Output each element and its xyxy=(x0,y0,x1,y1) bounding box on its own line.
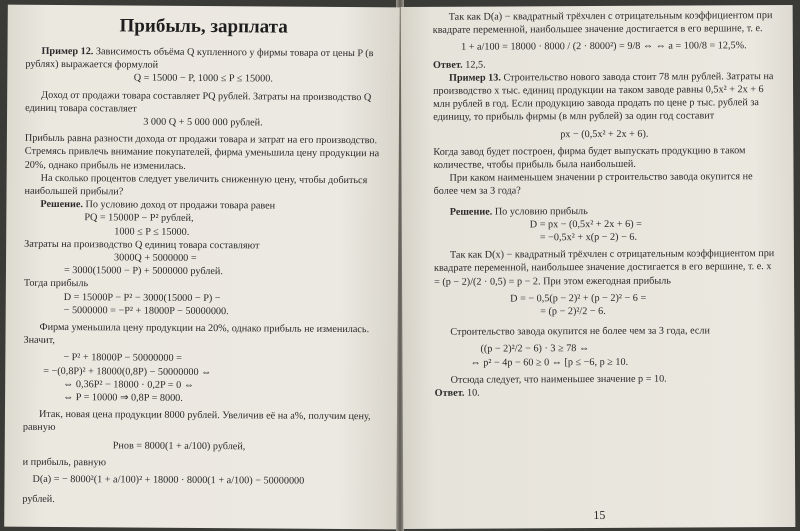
equation-vertex: 1 + a/100 = 18000 · 8000 / (2 · 8000²) = 9/8 ⇔ ⇔ a = 100/8 = 12,5%. xyxy=(461,40,747,54)
answer-1-label: Ответ. xyxy=(432,59,463,71)
built-text: Когда завод будет построен, фирма будет выпускать продукцию в таком количестве, чтобы прибыль была наибольшей. xyxy=(433,145,746,171)
example-12-label: Пример 12. xyxy=(41,45,94,58)
equation-reduced-4: ⇔ P = 10000 ⇒ 0,8P = 8000. xyxy=(63,392,183,404)
example-12-text: Зависимость объёма Q купленного у фирмы товара от цены P (в рублях) выражается формулой xyxy=(25,46,374,71)
costs-text: Затраты на производство Q единиц товара составляют xyxy=(24,238,260,252)
reduced-text: Фирма уменьшила цену продукции на 20%, однако прибыль не изменилась. Значит, xyxy=(23,321,370,347)
equation-income: PQ = 15000P − P² рублей, xyxy=(84,212,194,225)
equation-profit-a: D(a) = − 8000²(1 + a/100)² + 18000 · 8000(1 + a/100) − 50000000 xyxy=(32,473,305,487)
solution-13-text: По условию прибыль xyxy=(494,205,588,218)
profit-text: Прибыль равна разности дохода от продажи товара и затрат на его производство. Стремясь привлечь внимание покупателей, фирма уменьшила цену продукции на 20%, однако прибыль не изменилась. xyxy=(24,132,380,172)
solution-13-label: Решение. xyxy=(449,206,493,218)
equation-d-1: D = px − (0,5x² + 2x + 6) = xyxy=(529,218,642,231)
example-12 xyxy=(25,45,381,74)
quad2-text: Так как D(x) − квадратный трёхчлен с отрицательным коэффициентом при квадрате переменной, наибольшее значение достигается в его вершине, т. е. x = (p − 2)/(2 · 0,5) = p − 2. При этом ежегодная прибыль xyxy=(433,248,775,288)
question-13: При каком наименьшем значении p строительство завода окупится не более чем за 3 года? xyxy=(433,171,753,198)
equation-cost-2: = 3000(15000 − P) + 5000000 рублей. xyxy=(63,265,223,278)
then-profit: Тогда прибыль xyxy=(23,278,89,290)
answer-1-value: 12,5. xyxy=(465,59,486,71)
equation-cost-1: 3000Q + 5000000 = xyxy=(114,252,197,265)
rubles-text: рублей. xyxy=(22,494,55,506)
equation-d-4: = (p − 2)²/2 − 6. xyxy=(540,306,606,318)
solution-label: Решение. xyxy=(40,199,84,211)
equation-reduced-2: = −(0,8P)² + 18000(0,8P) − 50000000 ⇔ xyxy=(43,365,212,378)
equation-profit-1: D = 15000P − P² − 3000(15000 − P) − xyxy=(63,291,221,304)
conclusion-text: Отсюда следует, что наименьшее значение p = 10. xyxy=(450,373,667,386)
example-13 xyxy=(419,70,775,125)
formula-cost: 3 000 Q + 5 000 000 рублей. xyxy=(143,116,263,129)
example-13-label: Пример 13. xyxy=(448,72,501,84)
quad-text: Так как D(a) − квадратный трёхчлен с отрицательным коэффициентом при квадрате переменной, наибольшее значение достигается в его вершине, т. е. xyxy=(432,10,773,37)
formula-demand: Q = 15000 − P, 1000 ≤ P ≤ 15000. xyxy=(133,72,273,85)
equation-reduced-1: − P² + 18000P − 50000000 = xyxy=(63,352,182,365)
chapter-title: Прибыль, зарплата xyxy=(119,15,288,38)
question-text: На сколько процентов следует увеличить сниженную цену, чтобы добиться наибольшей прибыли? xyxy=(24,172,368,198)
solution-text: По условию доход от продажи товара равен xyxy=(85,199,276,212)
example-13-text: Строительство нового завода стоит 78 млн рублей. Затраты на производство x тыс. единиц продукции на таком заводе равны 0,5x² + 2x + 6 млн рублей в год. Если продукцию завода продать по цене p тыс. рублей за единицу, то прибыль фирмы (в млн рублей) за один год составит xyxy=(433,70,774,124)
answer-2-value: 10. xyxy=(466,387,480,399)
new-price-text: Итак, новая цена продукции 8000 рублей. Увеличив её на a%, получим цену, равную xyxy=(22,409,371,434)
equation-payback-2: ⇔ p² − 4p − 60 ≥ 0 ⇔ [p ≤ −6, p ≥ 10. xyxy=(470,356,629,369)
left-page xyxy=(4,5,400,530)
equation-new-price: Pнов = 8000(1 + a/100) рублей, xyxy=(112,440,246,452)
answer-2-label: Ответ. xyxy=(434,387,465,399)
equation-reduced-3: ⇔ 0,36P² − 18000 · 0,2P = 0 ⇔ xyxy=(63,378,194,391)
and-profit: и прибыль, равную xyxy=(22,456,107,469)
equation-profit-2: − 5000000 = −P² + 18000P − 50000000. xyxy=(63,304,229,318)
payback-text: Строительство завода окупится не более чем за 3 года, если xyxy=(450,325,710,339)
right-page xyxy=(401,5,796,529)
answer-2 xyxy=(421,385,777,400)
equation-payback-1: ((p − 2)²/2 − 6) · 3 ≥ 78 ⇔ xyxy=(480,343,590,356)
equation-d-2: = −0,5x² + x(p − 2) − 6. xyxy=(539,231,638,244)
income-text: Доход от продажи товара составляет PQ рублей. Затраты на производство Q единиц товара составляет xyxy=(25,89,372,115)
equation-profit-x: px − (0,5x² + 2x + 6). xyxy=(560,128,649,140)
page-number: 15 xyxy=(593,507,606,522)
equation-range: 1000 ≤ P ≤ 15000. xyxy=(114,226,190,238)
equation-d-3: D = − 0,5(p − 2)² + (p − 2)² − 6 = xyxy=(510,292,647,305)
